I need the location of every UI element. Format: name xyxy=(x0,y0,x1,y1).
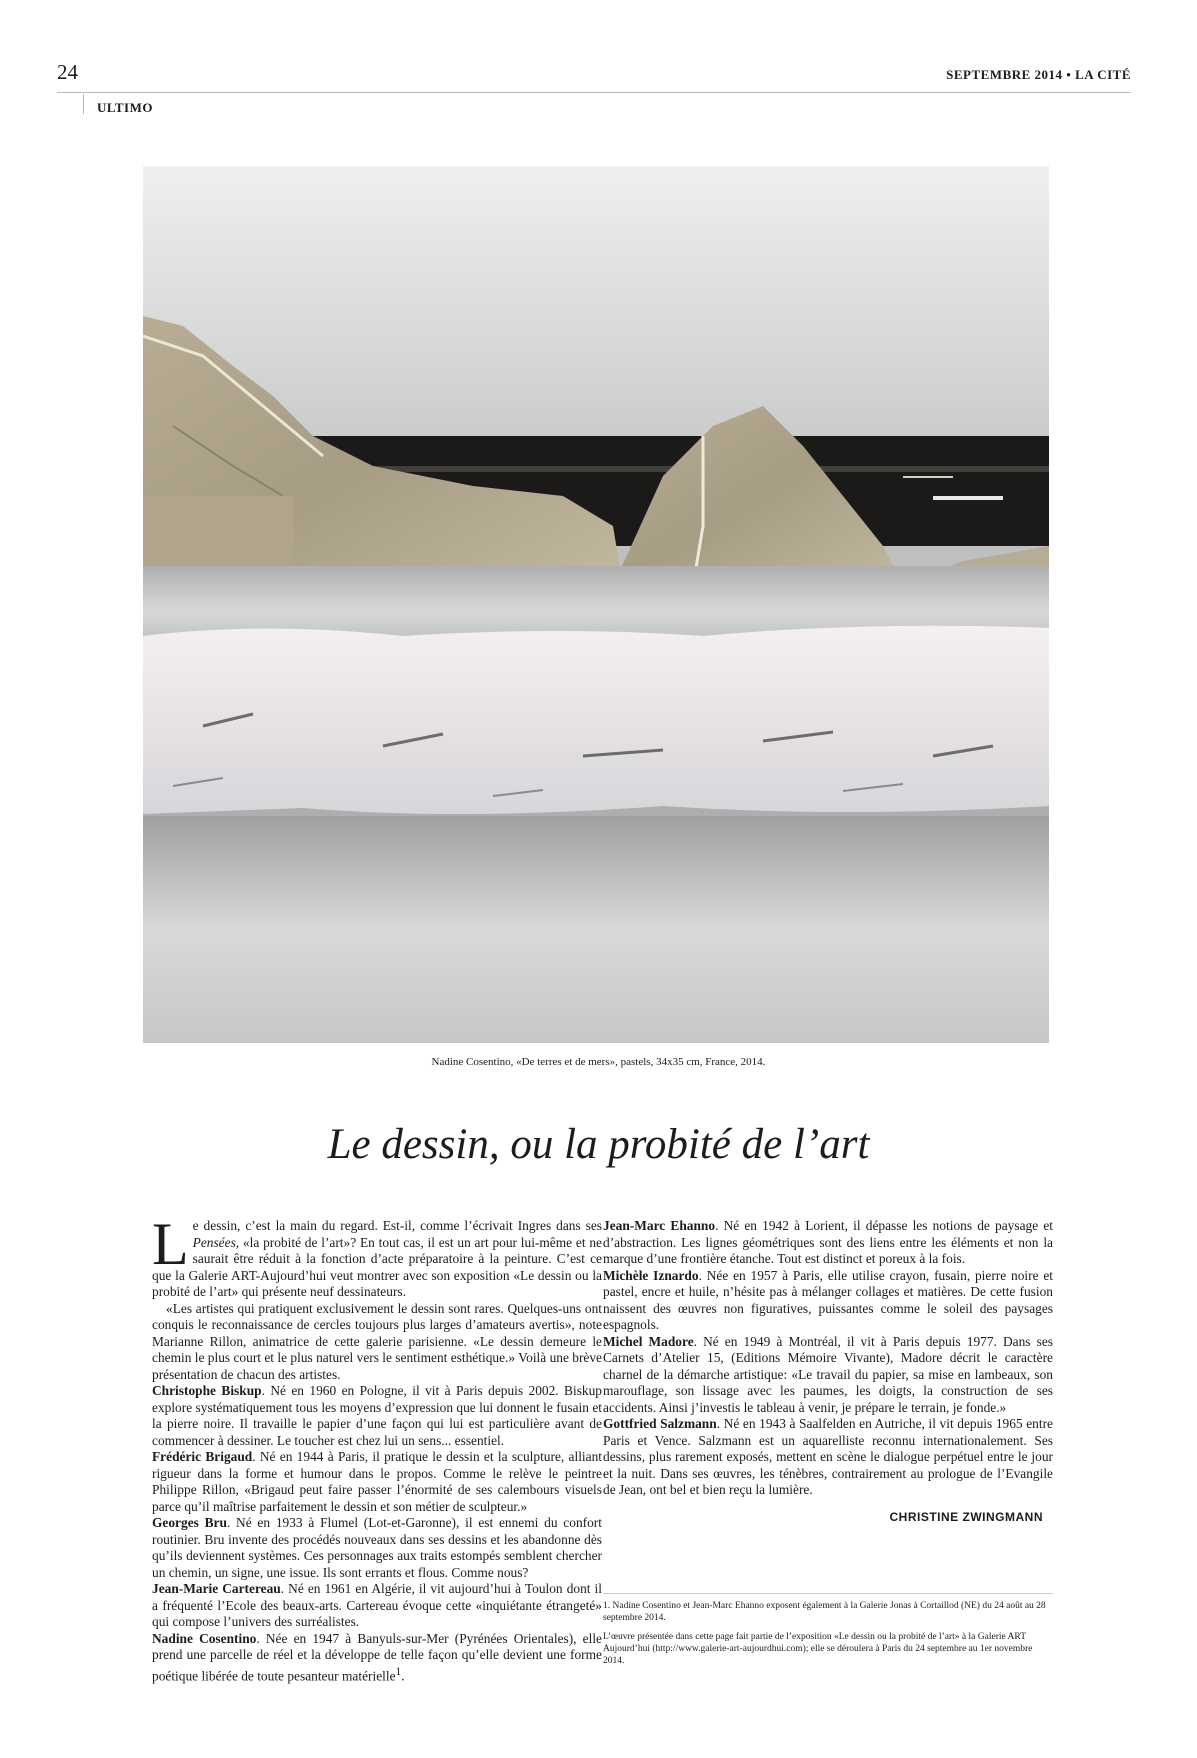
artist-entry: Jean-Marc Ehanno. Né en 1942 à Lorient, il dépasse les notions de paysage et d’abstraction. Les lignes géométriques sont des liens entre les éléments et non la marque d’une frontière étanche. Tout est distinct et poreux à la fois. xyxy=(603,1218,1053,1266)
artwork-image xyxy=(143,166,1049,1043)
issue-date: SEPTEMBRE 2014 • LA CITÉ xyxy=(946,67,1131,82)
article-column-right xyxy=(603,1218,1053,1499)
artist-entry: Georges Bru. Né en 1933 à Flumel (Lot-et-Garonne), il est ennemi du confort routinier. Bru invente des procédés nouveaux dans ses dessins et les abandonne dès qu’ils deviennent systèmes. Ces personnages aux traits estompés semblent chercher un chemin, un signe, une issue. Ils sont errants et flous. Comme nous? xyxy=(152,1515,602,1580)
paragraph: «Les artistes qui pratiquent exclusivement le dessin sont rares. Quelques-uns ont conquis le reconnaissance de cercles toujours plus larges d’amateurs avertis», note Marianne Rillon, animatrice de cette galerie parisienne. «Le dessin demeure le chemin le plus court et le plus naturel vers le sentiment esthétique.» Voilà une brève présentation de chacun des artistes. xyxy=(152,1300,602,1382)
artist-name: Frédéric Brigaud xyxy=(152,1449,253,1464)
artist-entry: Michèle Iznardo. Née en 1957 à Paris, elle utilise crayon, fusain, pierre noire et pastel, encre et huile, n’hésite pas à mélanger collages et matières. De cette fusion naissent des œuvres non figuratives, puissantes comme le soleil des paysages espagnols. xyxy=(603,1267,1053,1332)
section-label: ULTIMO xyxy=(97,100,153,115)
article-column-left xyxy=(152,1211,603,1684)
artwork-caption: Nadine Cosentino, «De terres et de mers», pastels, 34x35 cm, France, 2014. xyxy=(431,1056,766,1068)
artist-entry: Frédéric Brigaud. Né en 1944 à Paris, il pratique le dessin et la sculpture, alliant rigueur dans la forme et humour dans le propos. Comme le relève le peintre Philippe Rillon, «Brigaud peut faire passer l’énormité de ses calembours visuels parce qu’il maîtrise parfaitement le dessin et son métier de sculpteur.» xyxy=(152,1449,602,1514)
drop-cap: L xyxy=(152,1211,189,1277)
artist-name: Georges Bru xyxy=(152,1515,227,1530)
artist-name: Christophe Biskup xyxy=(152,1383,262,1398)
artist-name: Nadine Cosentino xyxy=(152,1630,257,1646)
book-title: Pensées xyxy=(192,1234,236,1250)
artist-entry: Michel Madore. Né en 1949 à Montréal, il vit à Paris depuis 1977. Dans ses Carnets d’Atelier 15, (Editions Mémoire Vivante), Madore décrit le caractère charnel de la démarche artistique: «Le travail du papier, sa mise en lambeaux, son marouflage, son lissage avec les paumes, les doigts, la construction de ses accidents. Ainsi j’investis le tableau à venir, je prépare le terrain, je fonde.» xyxy=(603,1333,1053,1415)
artist-name: Michel Madore xyxy=(603,1333,694,1349)
footnote-ref: 1 xyxy=(395,1665,402,1678)
artist-name: Jean-Marc Ehanno xyxy=(603,1218,716,1233)
artist-name: Jean-Marie Cartereau xyxy=(152,1581,281,1596)
artist-entry: Christophe Biskup. Né en 1960 en Pologne, il vit à Paris depuis 2002. Biskup explore systématiquement tous les moyens d’expression que lui donnent le fusain et la pierre noire. Il travaille le papier d’une façon qui lui est particulière avant de commencer à dessiner. Le toucher est chez lui un sens... essentiel. xyxy=(152,1383,602,1448)
article-title: Le dessin, ou la probité de l’art xyxy=(327,1121,870,1168)
footnote-1: 1. Nadine Cosentino et Jean-Marc Ehanno exposent également à la Galerie Jonas à Cortaillod (NE) du 24 août au 28 septembre 2014. xyxy=(603,1601,1046,1623)
section-marker xyxy=(83,94,84,114)
footnote-2: L’œuvre présentée dans cette page fait partie de l’exposition «Le dessin ou la probité de l’art» à la Galerie ART Aujourd’hui (http://www.galerie-art-aujourdhui.com); elle se déroulera à Paris du 24 septembre au 1er novembre 2014. xyxy=(603,1632,1033,1666)
artist-name: Gottfried Salzmann xyxy=(603,1416,717,1431)
author-byline: CHRISTINE ZWINGMANN xyxy=(889,1510,1043,1524)
artist-entry: Nadine Cosentino. Née en 1947 à Banyuls-sur-Mer (Pyrénées Orientales), elle prend une parcelle de réel et la développe de telle façon qu’elle devient une forme poétique libérée de toute pesanteur matérielle$^1$. xyxy=(152,1630,603,1683)
footnote-divider xyxy=(603,1593,1053,1594)
artist-entry: Gottfried Salzmann. Né en 1943 à Saalfelden en Autriche, il vit depuis 1965 entre Paris et Vence. Salzmann est un aquarelliste reconnu internationalement. Ses dessins, plus rarement exposés, mettent en scène le dialogue perpétuel entre le jour et la nuit. Dans ses œuvres, les ténèbres, contrairement au prologue de l’Evangile de Jean, ont bel et bien reçu la lumière. xyxy=(603,1416,1053,1497)
intro-paragraph: Le dessin, c’est la main du regard. Est-il, comme l’écrivait Ingres dans ses Pensées, «la probité de l’art»? En tout cas, il est un art pour lui-même et ne saurait être réduit à la fonction d’acte préparatoire à la peinture. C’est ce que la Galerie ART-Aujourd’hui veut montrer avec son exposition «Le dessin ou la probité de l’art» qui présente neuf dessinateurs. xyxy=(152,1211,602,1299)
header-divider xyxy=(57,92,1131,93)
artist-name: Michèle Iznardo xyxy=(603,1267,699,1283)
artist-entry: Jean-Marie Cartereau. Né en 1961 en Algérie, il vit aujourd’hui à Toulon dont il a fréquenté l’Ecole des beaux-arts. Cartereau évoque cette «inquiétante étrangeté» qui compose l’univers des surréalistes. xyxy=(152,1581,603,1629)
page-number: 24 xyxy=(57,60,78,84)
